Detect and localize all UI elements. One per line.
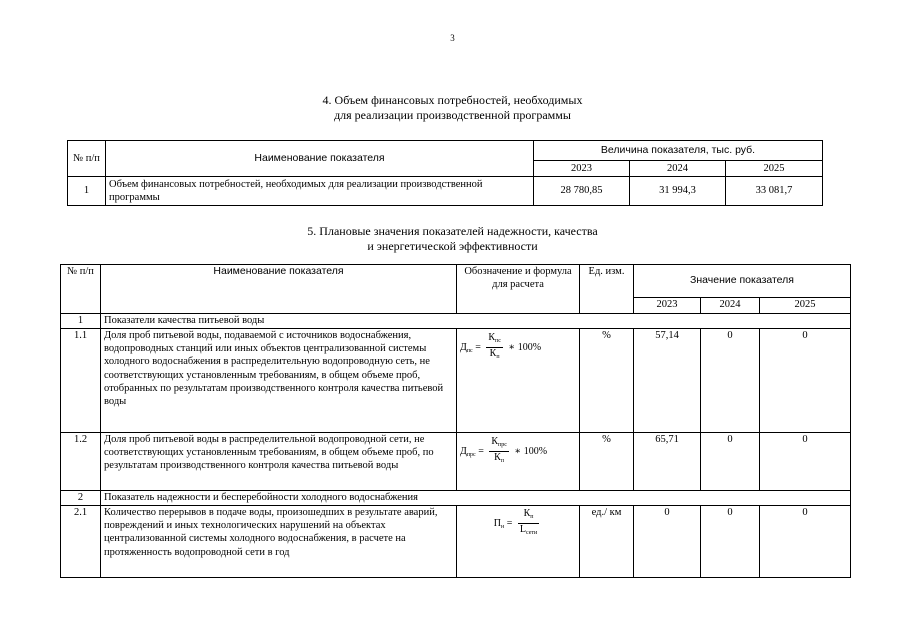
- group-name: Показатели качества питьевой воды: [101, 314, 851, 329]
- section4-title-line1: 4. Объем финансовых потребностей, необходимых: [322, 93, 583, 107]
- value-2024: 0: [701, 433, 760, 491]
- row-num: 1: [68, 177, 106, 206]
- row-num: 1.1: [61, 329, 101, 433]
- group-num: 2: [61, 491, 101, 506]
- value-2025: 33 081,7: [726, 177, 823, 206]
- header-name: Наименование показателя: [101, 265, 457, 314]
- section5-title-line2: и энергетической эффективности: [367, 239, 538, 253]
- header-year-2023: 2023: [634, 298, 701, 314]
- header-name: Наименование показателя: [106, 141, 534, 177]
- group-row-reliability: [61, 491, 851, 506]
- row-name: Объем финансовых потребностей, необходимых для реализации производственной программы: [106, 177, 534, 206]
- header-year-2024: 2024: [701, 298, 760, 314]
- unit: %: [580, 433, 634, 491]
- group-num: 1: [61, 314, 101, 329]
- section4-title-line2: для реализации производственной программы: [334, 108, 571, 122]
- value-2024: 31 994,3: [630, 177, 726, 206]
- value-2023: 0: [634, 506, 701, 578]
- formula-fraction: $\frac{К_{пс}}{К_п}$: [488, 332, 501, 360]
- indicators-table: [60, 264, 851, 578]
- header-year-2025: 2025: [760, 298, 851, 314]
- formula-cell: [457, 506, 580, 578]
- table-row: [61, 329, 851, 433]
- header-num: № п/п: [68, 141, 106, 177]
- table-row: [61, 433, 851, 491]
- value-2025: 0: [760, 433, 851, 491]
- row-name: Доля проб питьевой воды, подаваемой с источников водоснабжения, водопроводных станций или иных объектов централизованной системы холодного водоснабжения в распределительную водопроводную сеть, не соответствующих установленным требованиям, в общем объеме проб, отобранных по результатам производственного контроля качества питьевой воды: [101, 329, 457, 433]
- header-year-2024: 2024: [630, 161, 726, 177]
- value-2023: 28 780,85: [534, 177, 630, 206]
- value-2025: 0: [760, 329, 851, 433]
- header-value: Величина показателя, тыс. руб.: [534, 141, 823, 161]
- unit: ед./ км: [580, 506, 634, 578]
- formula: $Д_{пс}$ = $\frac{К_{пс}}{К_п}$ ∗ 100%: [460, 342, 541, 353]
- value-2023: 65,71: [634, 433, 701, 491]
- formula-cell: [457, 433, 580, 491]
- row-name: Количество перерывов в подаче воды, произошедших в результате аварий, повреждений и иных технологических нарушений на объектах централизованной системы холодного водоснабжения, в расчете на протяженность водопроводной сети в год: [101, 506, 457, 578]
- header-num: № п/п: [61, 265, 101, 314]
- section5-title: [0, 224, 905, 254]
- page-number: 3: [450, 33, 455, 43]
- formula-cell: [457, 329, 580, 433]
- header-formula: Обозначение и формула для расчета: [457, 265, 580, 314]
- formula-fraction: $\frac{К_{прс}}{К_п}$: [491, 436, 507, 464]
- header-year-2025: 2025: [726, 161, 823, 177]
- section4-title: [0, 93, 905, 123]
- value-2024: 0: [701, 329, 760, 433]
- financial-needs-table: [67, 140, 823, 206]
- table-row: [61, 506, 851, 578]
- header-year-2023: 2023: [534, 161, 630, 177]
- header-value: Значение показателя: [634, 265, 851, 298]
- formula: $П_н$ = $\frac{К_п}{L_{сети}}$: [494, 518, 542, 529]
- row-num: 1.2: [61, 433, 101, 491]
- row-num: 2.1: [61, 506, 101, 578]
- formula-fraction: $\frac{К_п}{L_{сети}}$: [519, 508, 538, 536]
- table-row: [68, 177, 823, 206]
- formula: $Д_{прс}$ = $\frac{К_{прс}}{К_п}$ ∗ 100%: [460, 446, 547, 457]
- header-unit: Ед. изм.: [580, 265, 634, 314]
- value-2025: 0: [760, 506, 851, 578]
- group-row-quality: [61, 314, 851, 329]
- value-2023: 57,14: [634, 329, 701, 433]
- row-name: Доля проб питьевой воды в распределительной водопроводной сети, не соответствующих установленным требованиям, в общем объеме проб, по результатам производственного контроля качества питьевой воды: [101, 433, 457, 491]
- section5-title-line1: 5. Плановые значения показателей надежности, качества: [307, 224, 598, 238]
- group-name: Показатель надежности и бесперебойности холодного водоснабжения: [101, 491, 851, 506]
- unit: %: [580, 329, 634, 433]
- value-2024: 0: [701, 506, 760, 578]
